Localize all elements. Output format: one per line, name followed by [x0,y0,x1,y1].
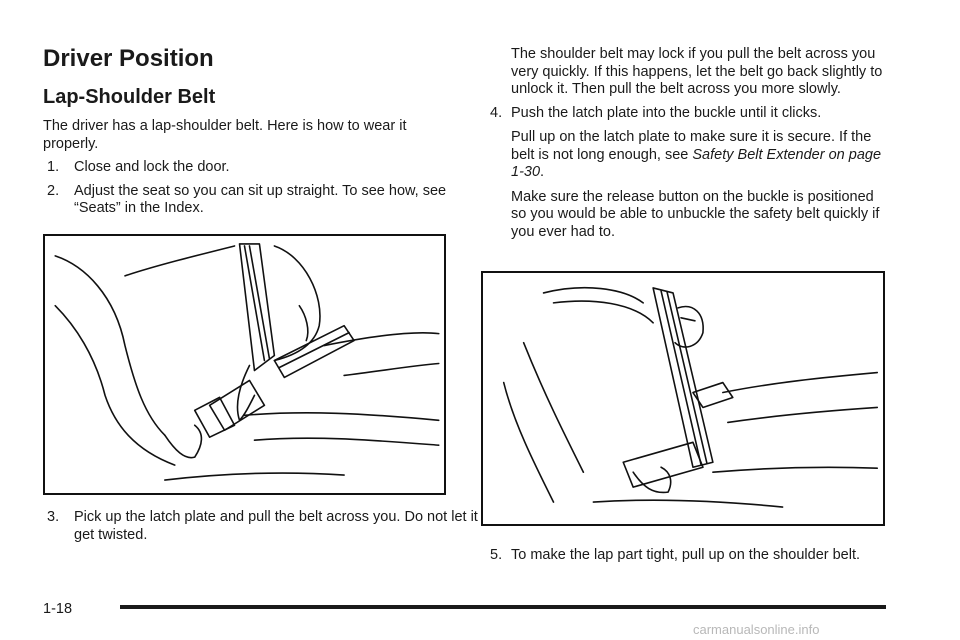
release-button-paragraph: Make sure the release button on the buckle is positioned so you would be able to unbuckle the safety belt quickly if you ever had to. [511,188,880,240]
page-title: Driver Position [43,45,214,72]
step-text: Pick up the latch plate and pull the belt across you. Do not let it get twisted. [74,509,478,543]
step-number: 2. [47,182,60,199]
step-2 [43,183,453,218]
belt-lock-paragraph: The shoulder belt may lock if you pull the belt across you very quickly. If this happens, let the belt go back slightly to unlock it. Then pull the belt across you more slowly. [511,46,883,97]
step-1 [43,159,453,177]
step-5 [486,547,916,565]
watermark: carmanualsonline.info [693,622,820,637]
illustration-tightening-lap-belt [481,271,885,526]
step-text: Adjust the seat so you can sit up straight. To see how, see “Seats” in the Index. [74,182,447,216]
extender-reference: Safety Belt Extender on page 1-30 [511,146,882,180]
page-number: 1-18 [43,601,73,617]
step-number: 5. [490,547,503,563]
section-title: Lap-Shoulder Belt [43,86,216,108]
latch-secure-paragraph [486,129,891,182]
right-column [486,46,891,241]
step-4 [486,105,891,123]
footer-rule [120,605,886,609]
step-number: 4. [490,104,503,121]
illustration-buckling-lap-belt [43,234,446,495]
step-3 [43,509,484,544]
step-text: To make the lap part tight, pull up on the shoulder belt. [511,547,861,563]
step-number: 3. [47,509,60,525]
step-text: Close and lock the door. [74,159,230,175]
intro-paragraph: The driver has a lap-shoulder belt. Here is how to wear it properly. [43,118,407,152]
left-column [43,44,453,218]
step-number: 1. [47,159,60,175]
latch-secure-end: . [540,164,545,180]
latch-secure-text: Pull up on the latch plate to make sure it is secure. If the belt is not long enough, see [511,129,872,163]
step-text: Push the latch plate into the buckle until it clicks. [511,104,822,121]
